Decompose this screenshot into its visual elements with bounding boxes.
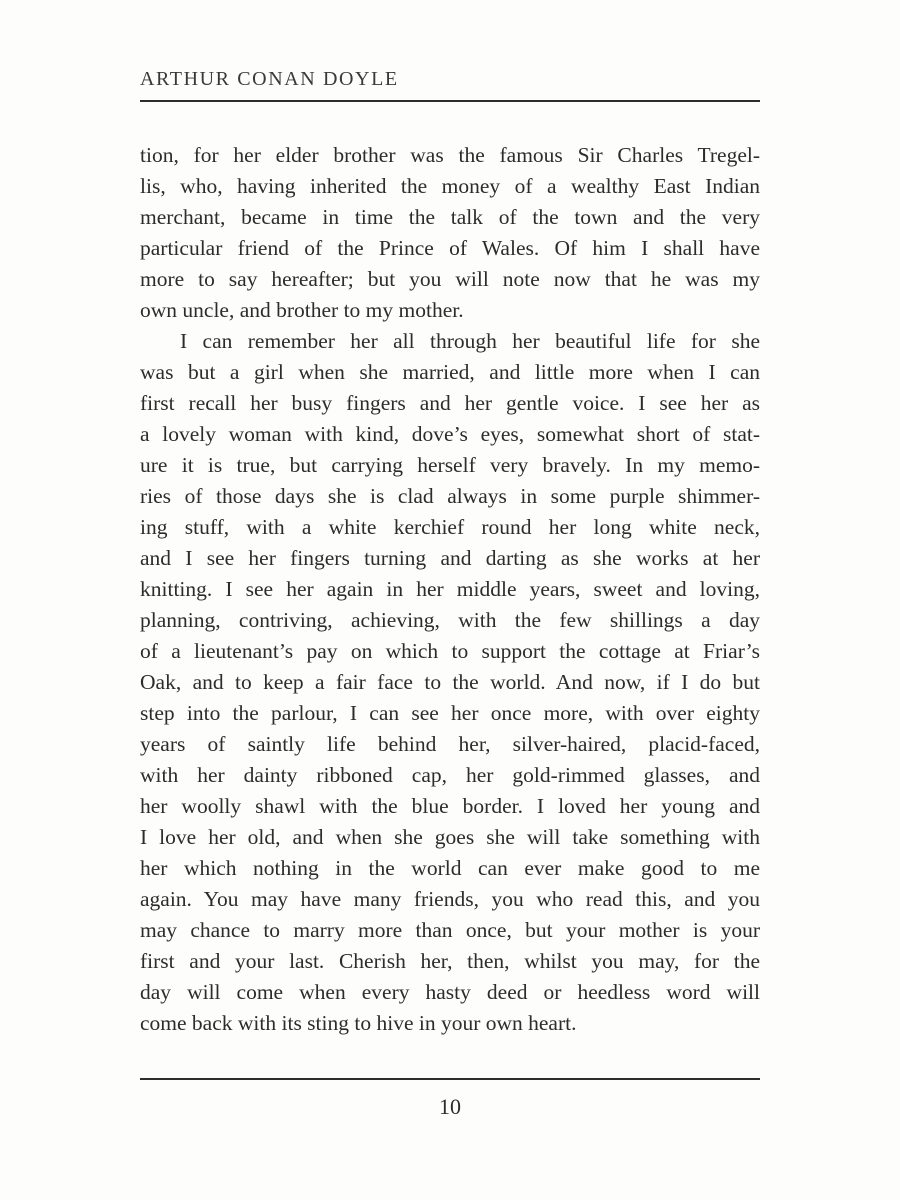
paragraph	[140, 140, 760, 326]
header-rule	[140, 100, 760, 102]
text-line: a lovely woman with kind, dove’s eyes, somewhat short of stat-	[140, 422, 760, 446]
text-line: I love her old, and when she goes she will take something with	[140, 825, 760, 849]
text-line: knitting. I see her again in her middle years, sweet and loving,	[140, 577, 760, 601]
text-line: more to say hereafter; but you will note now that he was my	[140, 267, 760, 291]
text-line: first and your last. Cherish her, then, whilst you may, for the	[140, 949, 760, 973]
page-footer	[140, 1078, 760, 1120]
text-line: of a lieutenant’s pay on which to support the cottage at Friar’s	[140, 639, 760, 663]
text-line: with her dainty ribboned cap, her gold-rimmed glasses, and	[140, 763, 760, 787]
text-line: again. You may have many friends, you who read this, and you	[140, 887, 760, 911]
text-line: Oak, and to keep a fair face to the world. And now, if I do but	[140, 670, 760, 694]
paragraph	[140, 326, 760, 1039]
text-line: come back with its sting to hive in your own heart.	[140, 1011, 577, 1035]
text-line: ure it is true, but carrying herself very bravely. In my memo-	[140, 453, 760, 477]
text-line: first recall her busy fingers and her gentle voice. I see her as	[140, 391, 760, 415]
text-line: step into the parlour, I can see her once more, with over eighty	[140, 701, 760, 725]
text-line: tion, for her elder brother was the famous Sir Charles Tregel-	[140, 143, 760, 167]
running-header-title: ARTHUR CONAN DOYLE	[140, 68, 399, 90]
text-line: her which nothing in the world can ever make good to me	[140, 856, 760, 880]
text-line: planning, contriving, achieving, with the few shillings a day	[140, 608, 760, 632]
text-line: lis, who, having inherited the money of a wealthy East Indian	[140, 174, 760, 198]
text-line: her woolly shawl with the blue border. I loved her young and	[140, 794, 760, 818]
text-line: particular friend of the Prince of Wales. Of him I shall have	[140, 236, 760, 260]
text-line: and I see her fingers turning and darting as she works at her	[140, 546, 760, 570]
page-header	[140, 68, 760, 102]
page-number: 10	[439, 1094, 461, 1119]
text-line: years of saintly life behind her, silver-haired, placid-faced,	[140, 732, 760, 756]
text-line: ries of those days she is clad always in some purple shimmer-	[140, 484, 760, 508]
text-line: day will come when every hasty deed or heedless word will	[140, 980, 760, 1004]
text-line: may chance to marry more than once, but your mother is your	[140, 918, 760, 942]
text-line: was but a girl when she married, and little more when I can	[140, 360, 760, 384]
body-text	[140, 140, 760, 1039]
text-line: ing stuff, with a white kerchief round her long white neck,	[140, 515, 760, 539]
text-line: merchant, became in time the talk of the town and the very	[140, 205, 760, 229]
text-line: own uncle, and brother to my mother.	[140, 298, 464, 322]
text-line: I can remember her all through her beautiful life for she	[180, 329, 760, 353]
